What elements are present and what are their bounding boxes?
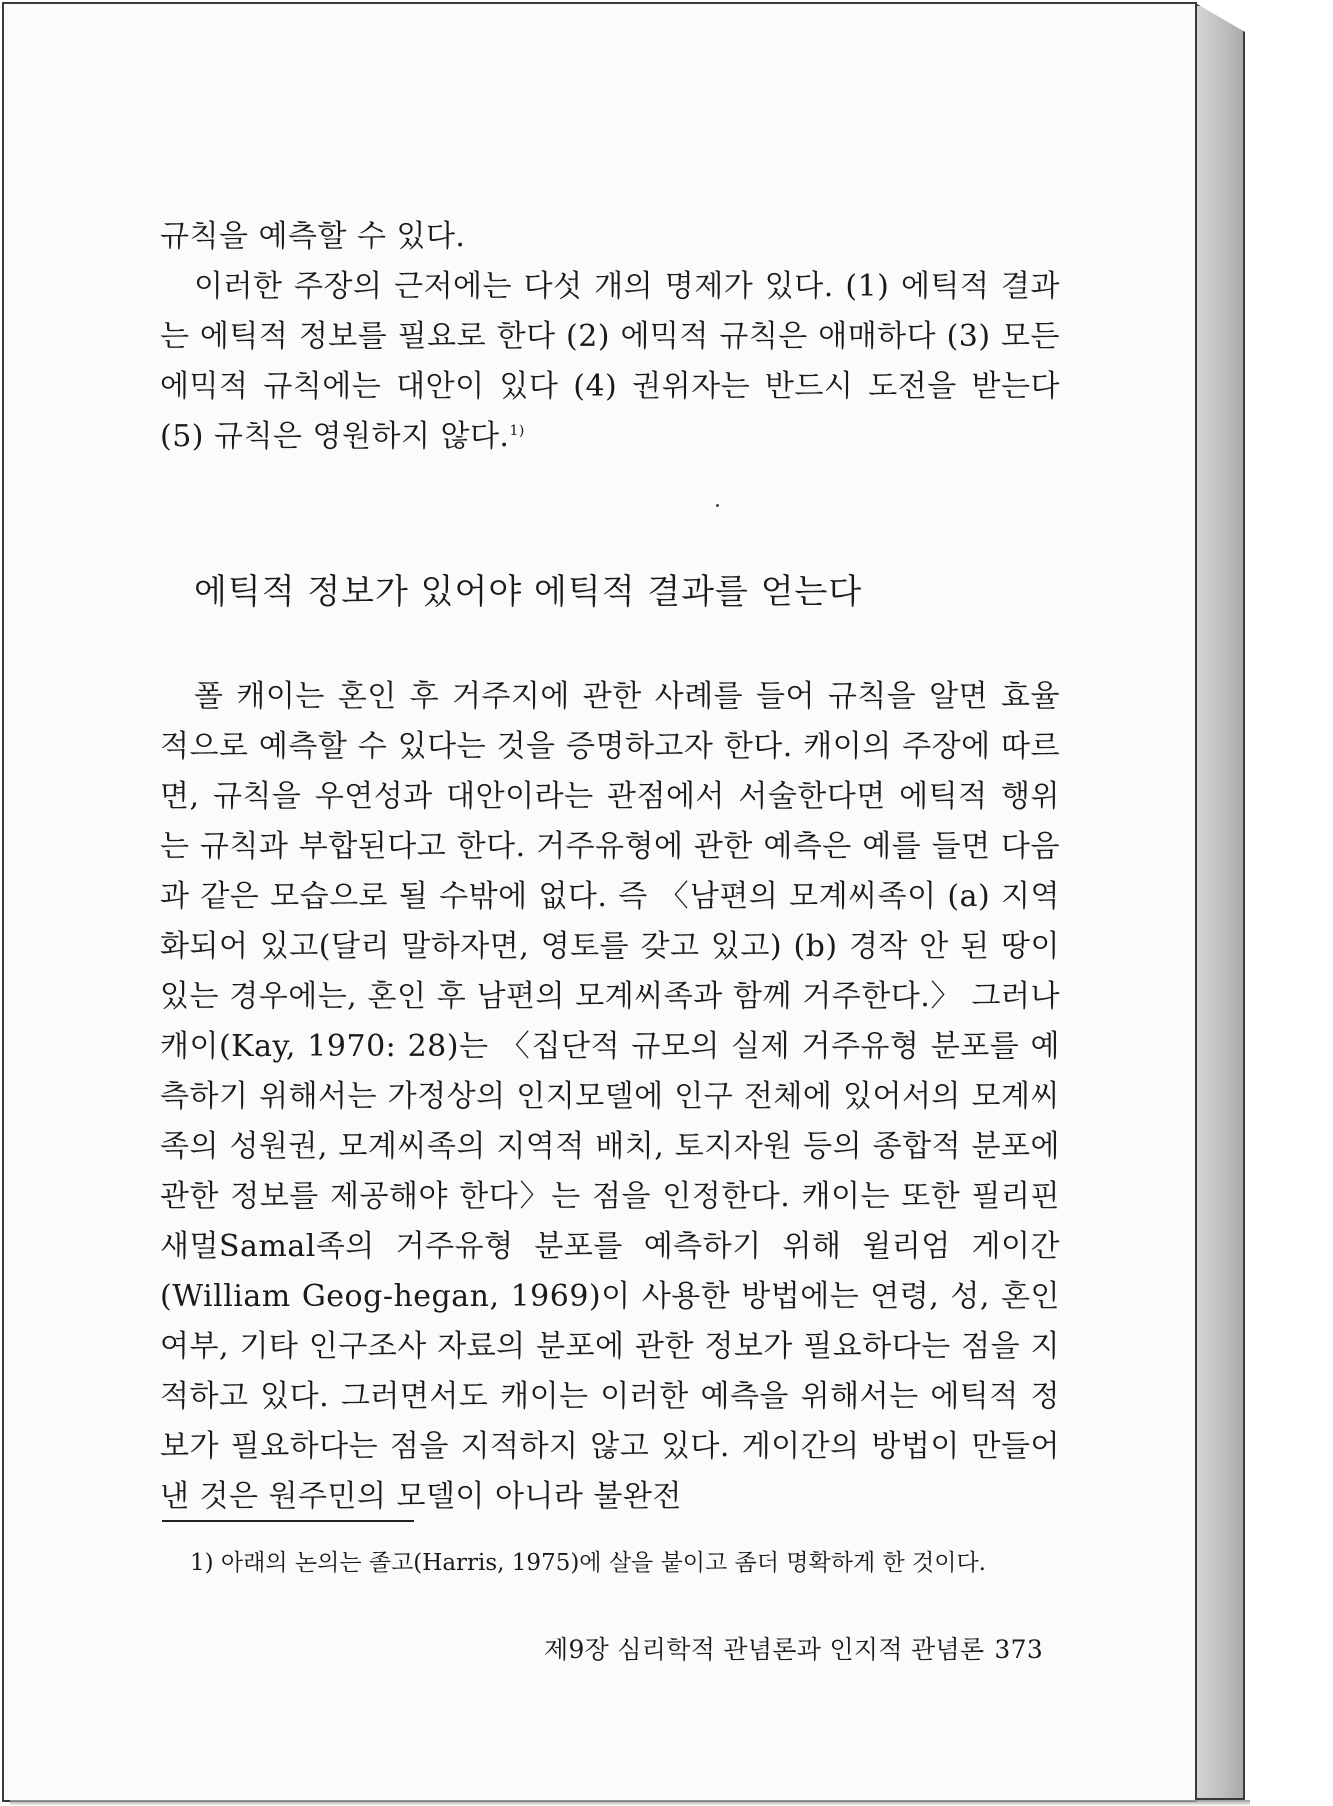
book-page — [2, 2, 1197, 1802]
paragraph-propositions — [160, 262, 1060, 462]
speck-mark — [716, 504, 719, 507]
main-text-block — [160, 672, 1060, 1522]
page-stack-edge — [1197, 4, 1245, 1800]
page-number: 373 — [994, 1635, 1044, 1664]
section-heading: 에틱적 정보가 있어야 에틱적 결과를 얻는다 — [194, 572, 863, 612]
top-text-block — [160, 212, 1060, 462]
footnote-divider — [162, 1520, 414, 1522]
paragraph-main: 폴 캐이는 혼인 후 거주지에 관한 사례를 들어 규칙을 알면 효율적으로 예측할 수 있다는 것을 증명하고자 한다. 캐이의 주장에 따르면, 규칙을 우연성과 대안이라는 관점에서 서술한다면 에틱적 행위는 규칙과 부합된다고 한다. 거주유형에 관한 예측은 예를 들면 다음과 같은 모습으로 될 수밖에 없다. 즉 〈남편의 모계씨족이 (a) 지역화되어 있고(달리 말하자면, 영토를 갖고 있고) (b) 경작 안 된 땅이 있는 경우에는, 혼인 후 남편의 모계씨족과 함께 거주한다.〉 그러나 캐이(Kay, 1970: 28)는 〈집단적 규모의 실제 거주유형 분포를 예측하기 위해서는 가정상의 인지모델에 인구 전체에 있어서의 모계씨족의 성원권, 모계씨족의 지역적 배치, 토지자원 등의 종합적 분포에 관한 정보를 제공해야 한다〉는 점을 인정한다. 캐이는 또한 필리핀 새멀Samal족의 거주유형 분포를 예측하기 위해 윌리엄 게이간(William Geog-hegan, 1969)이 사용한 방법에는 연령, 성, 혼인여부, 기타 인구조사 자료의 분포에 관한 정보가 필요하다는 점을 지적하고 있다. 그러면서도 캐이는 이러한 예측을 위해서는 에틱적 정보가 필요하다는 점을 지적하지 않고 있다. 게이간의 방법이 만들어 낸 것은 원주민의 모델이 아니라 불완전 — [160, 679, 1060, 1514]
page-shadow — [10, 1800, 1250, 1806]
propositions-text: 이러한 주장의 근저에는 다섯 개의 명제가 있다. (1) 에틱적 결과는 에틱적 정보를 필요로 한다 (2) 에믹적 규칙은 애매하다 (3) 모든 에믹적 규칙에는 대안이 있다 (4) 권위자는 반드시 도전을 받는다 (5) 규칙은 영원하지 않다. — [160, 269, 1060, 454]
page-footer — [544, 1630, 1043, 1666]
footnote-reference[interactable]: 1) — [509, 423, 525, 439]
footnote-text: 1) 아래의 논의는 졸고(Harris, 1975)에 살을 붙이고 좀더 명확하게 한 것이다. — [190, 1550, 986, 1576]
paragraph-continuation: 규칙을 예측할 수 있다. — [160, 219, 466, 254]
running-footer-title: 제9장 심리학적 관념론과 인지적 관념론 — [544, 1635, 985, 1664]
